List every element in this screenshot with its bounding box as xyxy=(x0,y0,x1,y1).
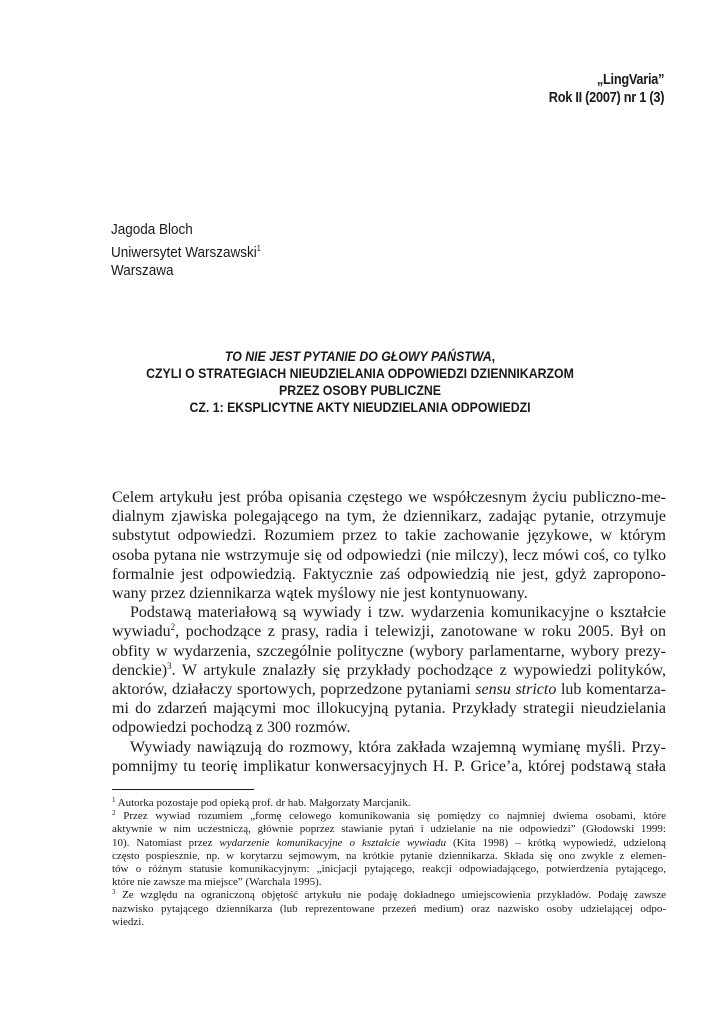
journal-issue: Rok II (2007) nr 1 (3) xyxy=(548,90,664,106)
title-line-1-italic: TO NIE JEST PYTANIE DO GŁOWY PAŃSTWA xyxy=(224,348,492,364)
footnote-ref-3[interactable]: 3 xyxy=(167,660,172,671)
footnote-2 xyxy=(112,810,666,823)
title-line-2: CZYLI O STRATEGIACH NIEUDZIELANIA ODPOWIEDZI DZIENNIKARZOM xyxy=(146,365,574,381)
title-line-4: CZ. 1: EKSPLICYTNE AKTY NIEUDZIELANIA ODPOWIEDZI xyxy=(189,399,531,415)
body-italic: sensu stricto xyxy=(475,681,557,699)
author-block xyxy=(111,221,261,281)
footnote-divider xyxy=(112,789,254,790)
body-line: obfity w wydarzenia, szczególnie polityczne (wybory parlamentarne, wybory prezy- xyxy=(112,642,666,660)
footnote-ref-2[interactable]: 2 xyxy=(170,622,176,633)
body-text: lub komentarza- xyxy=(556,681,666,699)
body-line: mi do zdarzeń mającymi moc illokucyjną pytania. Przykłady strategii nieudzielania xyxy=(112,700,666,718)
footnote-line: wiedzi. xyxy=(112,915,145,928)
article-title xyxy=(96,348,624,416)
footnote-1 xyxy=(112,797,666,810)
journal-name: „LingVaria” xyxy=(596,72,664,88)
body-text: , pochodzące z prasy, radia i telewizji, zanotowane w roku 2005. Był on xyxy=(175,623,666,641)
footnotes xyxy=(112,797,666,929)
body-line: Celem artykułu jest próba opisania częstego we współczesnym życiu publiczno-me- xyxy=(112,489,666,506)
footnote-3 xyxy=(112,889,666,902)
journal-header xyxy=(549,71,664,107)
footnote-text: Ze względu na ograniczoną objętość artykułu nie podaję dokładnego umiejscowienia przykładów. Podaję zawsze xyxy=(115,889,666,902)
body-line: wany przez dziennikarza wątek myślowy nie jest kontynuowany. xyxy=(112,585,528,603)
body-line: dialnym zjawiska polegającego na tym, że dziennikarz, zadając pytanie, otrzymuje xyxy=(112,508,666,526)
body-text: aktorów, działaczy sportowych, poprzedzone pytaniami xyxy=(112,681,476,699)
body-line: osoba pytana nie wstrzymuje się od odpowiedzi (nie milczy), lecz mówi coś, co tylko xyxy=(112,546,666,564)
title-line-1 xyxy=(96,348,624,365)
body-line: formalnie jest odpowiedzią. Faktycznie zaś odpowiedzią nie jest, gdyż zapropono- xyxy=(112,565,666,583)
footnote-text: Przez wywiad rozumiem „formę celowego komunikowania się pomiędzy co najmniej dwiema osobami, które xyxy=(115,810,666,823)
body-line: odpowiedzi pochodzą z 300 rozmów. xyxy=(112,719,351,737)
footnote-ref-1[interactable]: 1 xyxy=(256,243,261,253)
author-name: Jagoda Bloch xyxy=(111,221,193,238)
footnote-italic: wydarzenie komunikacyjne o kształcie wywiadu xyxy=(219,836,446,849)
body-line xyxy=(112,622,666,641)
body-line: pomnijmy tu teorię implikatur konwersacyjnych H. P. Grice’a, której podstawą stała xyxy=(112,757,666,775)
body-text: . W artykule znalazły się przykłady pochodzące z wypowiedzi polityków, xyxy=(171,661,666,679)
author-affiliation-line xyxy=(111,240,261,263)
body-line xyxy=(112,680,666,699)
article-body xyxy=(112,488,666,776)
footnote-line: często pospiesznie, np. w korytarzu sejmowym, na krótkie pytanie dziennikarza. Składa się ono zwykle z elemen- xyxy=(112,849,666,862)
footnote-line xyxy=(112,837,666,850)
author-city: Warszawa xyxy=(111,262,174,279)
body-line: Podstawą materiałową są wywiady i tzw. wydarzenia komunikacyjne o kształcie xyxy=(130,604,666,622)
footnote-mark: 1 xyxy=(112,796,116,804)
title-line-3: PRZEZ OSOBY PUBLICZNE xyxy=(278,382,442,398)
footnote-text: (Kita 1998) – krótką wypowiedź, udzieloną xyxy=(445,836,666,849)
title-line-1-tail: , xyxy=(491,348,496,364)
body-line: substytut odpowiedzi. Rozumiem przez to takie zachowanie językowe, w którym xyxy=(112,527,666,545)
footnote-text: 10). Natomiast przez xyxy=(112,836,220,849)
body-line: Wywiady nawiązują do rozmowy, która zakłada wzajemną wymianę myśli. Przy- xyxy=(130,738,666,756)
footnote-line: aktywnie w nim uczestniczą, głównie poprzez stawianie pytań i udzielanie na nie odpowiedzi” (Głodowski 1999: xyxy=(112,823,666,836)
footnote-line: tów o różnym statusie komunikacyjnym: „inicjacji pytającego, reakcji odpowiadającego, potwierdzenia pytającego, xyxy=(112,863,666,876)
author-affiliation: Uniwersytet Warszawski xyxy=(111,243,257,261)
footnote-mark: 3 xyxy=(112,888,116,897)
footnote-text: Autorka pozostaje pod opieką prof. dr hab. Małgorzaty Marcjanik. xyxy=(115,797,411,809)
footnote-line: nazwisko pytającego dziennikarza (lub reprezentowane przezeń medium) oraz nazwisko osoby udzielającej odpo- xyxy=(112,902,666,915)
body-text: denckie) xyxy=(112,661,168,679)
footnote-mark: 2 xyxy=(112,809,116,818)
footnote-line: które nie zawsze ma miejsce” (Warchala 1995). xyxy=(112,876,322,889)
body-text: wywiadu xyxy=(112,623,171,641)
body-line xyxy=(112,661,666,680)
